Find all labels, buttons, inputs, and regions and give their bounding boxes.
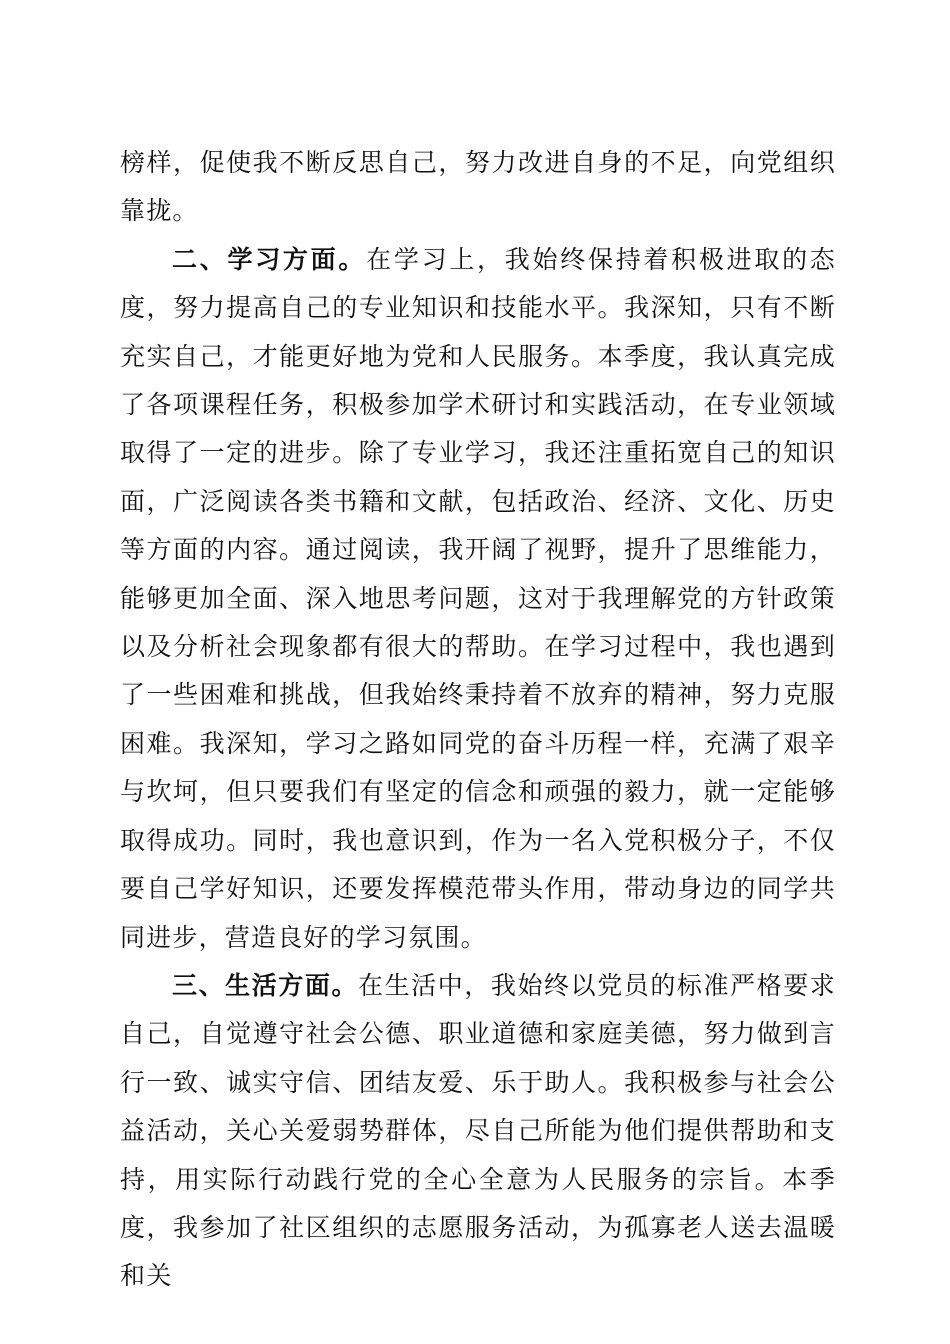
paragraph-study	[120, 236, 836, 962]
section-heading-study: 二、学习方面。	[172, 244, 367, 274]
document-body	[120, 139, 836, 1301]
section-heading-life: 三、生活方面。	[172, 970, 359, 1000]
paragraph-life-text: 在生活中，我始终以党员的标准严格要求自己，自觉遵守社会公德、职业道德和家庭美德，努力做到言行一致、诚实守信、团结友爱、乐于助人。我积极参与社会公益活动，关心关爱弱势群体，尽自己所能为他们提供帮助和支持，用实际行动践行党的全心全意为人民服务的宗旨。本季度，我参加了社区组织的志愿服务活动，为孤寡老人送去温暖和关	[120, 970, 836, 1291]
paragraph-study-text: 在学习上，我始终保持着积极进取的态度，努力提高自己的专业知识和技能水平。我深知，只有不断充实自己，才能更好地为党和人民服务。本季度，我认真完成了各项课程任务，积极参加学术研讨和实践活动，在专业领域取得了一定的进步。除了专业学习，我还注重拓宽自己的知识面，广泛阅读各类书籍和文献，包括政治、经济、文化、历史等方面的内容。通过阅读，我开阔了视野，提升了思维能力，能够更加全面、深入地思考问题，这对于我理解党的方针政策以及分析社会现象都有很大的帮助。在学习过程中，我也遇到了一些困难和挑战，但我始终秉持着不放弃的精神，努力克服困难。我深知，学习之路如同党的奋斗历程一样，充满了艰辛与坎坷，但只要我们有坚定的信念和顽强的毅力，就一定能够取得成功。同时，我也意识到，作为一名入党积极分子，不仅要自己学好知识，还要发挥模范带头作用，带动身边的同学共同进步，营造良好的学习氛围。	[120, 244, 837, 952]
paragraph-life	[120, 962, 836, 1301]
paragraph-continuation	[120, 139, 836, 236]
paragraph-continuation-text: 榜样，促使我不断反思自己，努力改进自身的不足，向党组织靠拢。	[120, 148, 836, 226]
